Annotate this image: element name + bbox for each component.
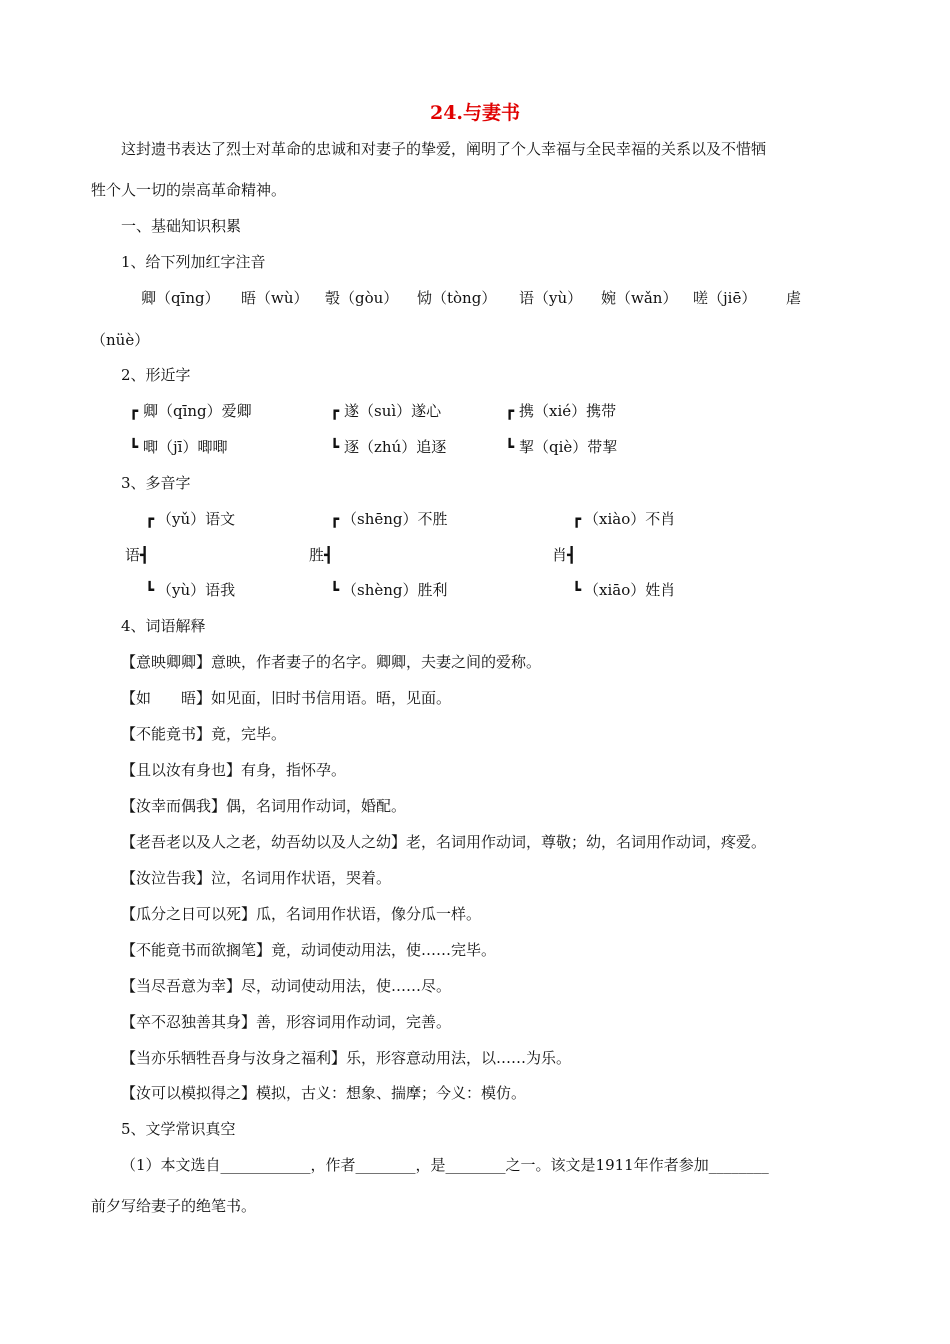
bracket-mid-icon: ┫	[140, 546, 150, 564]
q2-pair-bottom: 挈（qiè）带挈	[519, 438, 618, 456]
q4-entry: 【卒不忍独善其身】善，形容词用作动词，完善。	[121, 1013, 452, 1031]
q1-item: 晤（wù）	[241, 289, 309, 307]
q5-line-2: 前夕写给妻子的绝笔书。	[91, 1197, 257, 1215]
q4-entry: 【汝泣告我】泣，名词用作状语，哭着。	[121, 869, 392, 887]
q2-pair-top: 携（xié）携带	[519, 402, 617, 420]
bracket-top-icon: ┏	[129, 402, 139, 420]
q2-heading: 2、形近字	[121, 366, 191, 384]
q4-entry: 【汝可以模拟得之】模拟，古义：想象、揣摩；今义：模仿。	[121, 1084, 527, 1102]
q1-wrap: （nüè）	[91, 331, 150, 349]
section-heading: 一、基础知识积累	[121, 217, 242, 235]
bracket-mid-icon: ┫	[567, 546, 577, 564]
q5-line-1: （1）本文选自____________，作者________，是________之一。该文是1911年作者参加________	[121, 1156, 769, 1174]
bracket-bottom-icon: ┗	[330, 581, 340, 599]
q3-group-char: 语	[125, 546, 141, 564]
bracket-top-icon: ┏	[145, 510, 155, 528]
q3-group-char: 肖	[552, 546, 568, 564]
q1-item: 语（yù）	[519, 289, 583, 307]
q5-heading: 5、文学常识真空	[121, 1120, 236, 1138]
intro-line-2: 牲个人一切的崇高革命精神。	[91, 181, 287, 199]
q4-entry: 【如 晤】如见面，旧时书信用语。晤，见面。	[121, 689, 452, 707]
q3-heading: 3、多音字	[121, 474, 191, 492]
page-title: 24.与妻书	[429, 102, 521, 124]
q1-item: 嗟（jiē）	[693, 289, 757, 307]
q1-item: 彀（gòu）	[325, 289, 399, 307]
bracket-top-icon: ┏	[572, 510, 582, 528]
q4-entry: 【老吾老以及人之老，幼吾幼以及人之幼】老，名词用作动词，尊敬；幼，名词用作动词，疼爱。	[121, 833, 767, 851]
q1-item: 恸（tòng）	[417, 289, 497, 307]
q3-group-char: 胜	[309, 546, 325, 564]
bracket-top-icon: ┏	[330, 402, 340, 420]
q2-pair-top: 遂（suì）遂心	[344, 402, 442, 420]
q3-group-bottom: （yù）语我	[157, 581, 236, 599]
q4-entry: 【意映卿卿】意映，作者妻子的名字。卿卿，夫妻之间的爱称。	[121, 653, 542, 671]
q4-entry: 【不能竟书】竟，完毕。	[121, 725, 287, 743]
bracket-top-icon: ┏	[505, 402, 515, 420]
q4-entry: 【汝幸而偶我】偶，名词用作动词，婚配。	[121, 797, 407, 815]
bracket-bottom-icon: ┗	[505, 438, 515, 456]
q2-pair-bottom: 逐（zhú）追逐	[344, 438, 447, 456]
q3-group-top: （xiào）不肖	[584, 510, 676, 528]
q2-pair-bottom: 唧（jī）唧唧	[143, 438, 228, 456]
q4-entry: 【不能竟书而欲搁笔】竟，动词使动用法，使……完毕。	[121, 941, 497, 959]
bracket-bottom-icon: ┗	[145, 581, 155, 599]
q1-item: 虐	[786, 289, 802, 307]
q4-heading: 4、词语解释	[121, 617, 206, 635]
q4-entry: 【当尽吾意为幸】尽，动词使动用法，使……尽。	[121, 977, 452, 995]
q2-pair-top: 卿（qīng）爱卿	[143, 402, 252, 420]
q3-group-bottom: （xiāo）姓肖	[584, 581, 676, 599]
q1-heading: 1、给下列加红字注音	[121, 253, 266, 271]
q4-entry: 【且以汝有身也】有身，指怀孕。	[121, 761, 347, 779]
bracket-mid-icon: ┫	[324, 546, 334, 564]
q4-entry: 【当亦乐牺牲吾身与汝身之福利】乐，形容意动用法，以……为乐。	[121, 1049, 572, 1067]
q3-group-top: （yǔ）语文	[157, 510, 236, 528]
q1-item: 卿（qīng）	[141, 289, 220, 307]
bracket-top-icon: ┏	[330, 510, 340, 528]
q1-item: 婉（wǎn）	[601, 289, 678, 307]
bracket-bottom-icon: ┗	[129, 438, 139, 456]
q4-entry: 【瓜分之日可以死】瓜，名词用作状语，像分瓜一样。	[121, 905, 482, 923]
intro-line-1: 这封遗书表达了烈士对革命的忠诚和对妻子的挚爱，阐明了个人幸福与全民幸福的关系以及不惜牺	[121, 140, 767, 158]
q3-group-bottom: （shèng）胜利	[342, 581, 448, 599]
bracket-bottom-icon: ┗	[330, 438, 340, 456]
q3-group-top: （shēng）不胜	[342, 510, 448, 528]
bracket-bottom-icon: ┗	[572, 581, 582, 599]
